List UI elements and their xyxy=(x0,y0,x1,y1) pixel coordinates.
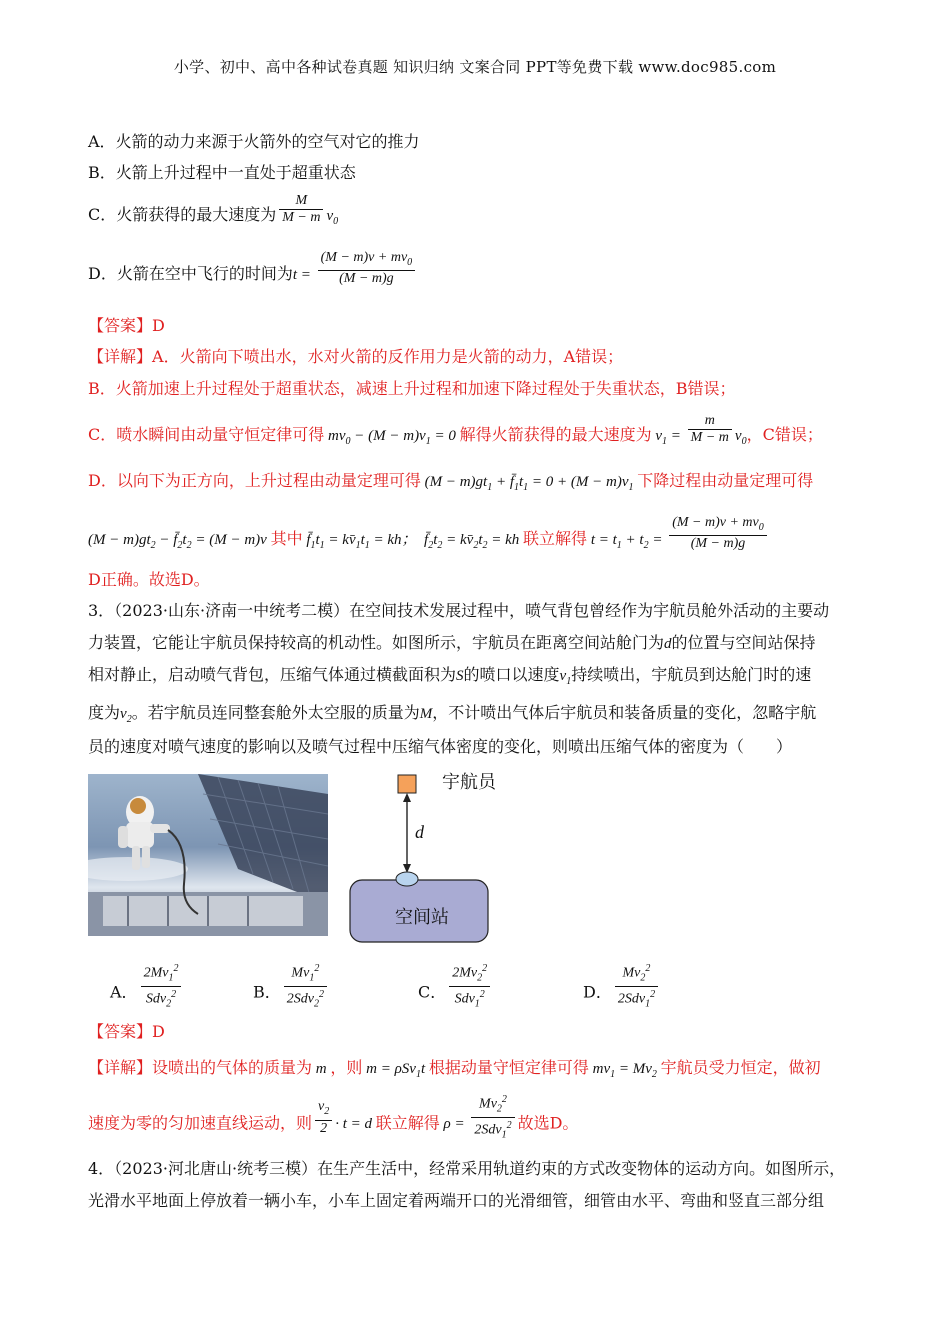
q2-detail-c3: ，C错误； xyxy=(746,425,823,444)
astronaut-box xyxy=(398,775,416,793)
q2-option-c-formula: $\frac{M}{M - m}$ $v_0$ xyxy=(276,208,338,224)
page-header: 小学、初中、高中各种试卷真题 知识归纳 文案合同 PPT等免费下载 www.doc985.com xyxy=(173,58,777,76)
q2-option-d xyxy=(88,249,880,287)
q4-stem-2: 光滑水平地面上停放着一辆小车，小车上固定着两端开口的光滑细管，细管由水平、弯曲和竖直三部分组 xyxy=(88,1191,825,1210)
q3-stem-3c: 持续喷出，宇航员到达舱门时的速 xyxy=(571,665,812,684)
q3-stem-3b: 的喷口以速度 xyxy=(463,665,560,684)
diagram-station-label: 空间站 xyxy=(395,907,449,928)
q2-detail-c1: C．喷水瞬间由动量守恒定律可得 xyxy=(88,425,325,444)
q2-detail-d-conclusion: D正确。故选D。 xyxy=(88,570,210,589)
q2-detail-a-text: A．火箭向下喷出水，水对火箭的反作用力是火箭的动力，A错误； xyxy=(152,347,624,366)
q3-stem-2 xyxy=(88,632,880,655)
q2-total-time-eq: $t = t_1 + t_2$ = $\frac{(M - m)v + mv_0}{(M - m)g}$ xyxy=(587,532,770,548)
q3-stem-4a: 度为 xyxy=(88,703,121,722)
q3-option-a-label: A． xyxy=(110,982,138,1002)
q2-detail-b: B．火箭加速上升过程处于超重状态，减速上升过程和加速下降过程处于失重状态，B错误； xyxy=(88,379,736,398)
q3-var-s: S xyxy=(456,668,464,684)
q3-detail-2b: 联立解得 xyxy=(375,1113,440,1133)
q2-detail-d-line2 xyxy=(88,514,880,557)
q2-option-d-text: D．火箭在空中飞行的时间为 xyxy=(88,264,293,283)
q3-detail-1c: 根据动量守恒定律可得 xyxy=(428,1058,589,1077)
q2-option-a: A．火箭的动力来源于火箭外的空气对它的推力 xyxy=(88,132,420,151)
astronaut-photo xyxy=(88,774,328,936)
q2-detail-d4: 联立解得 xyxy=(523,529,588,548)
q3-option-c-label: C． xyxy=(418,982,447,1002)
q3-stem-3 xyxy=(88,664,880,693)
q2-detail-d3: 其中 xyxy=(270,529,303,548)
q2-option-b: B．火箭上升过程中一直处于超重状态 xyxy=(88,163,356,182)
q2-descent-eq: $(M - m)gt_2$ − $f̄_2t_2 = (M - m)v$ xyxy=(88,532,271,551)
diagram-astronaut-label: 宇航员 xyxy=(442,772,496,793)
q2-max-velocity: $v_1$ = $\frac{m}{M - m}$ $v_0$ xyxy=(651,413,747,447)
q3-stem-3a: 相对静止，启动喷气背包，压缩气体通过横截面积为 xyxy=(88,665,457,684)
q3-var-v1: $v_1$ xyxy=(559,668,572,687)
q3-option-d: D． $\frac{Mv_2^2}{2Sdv_1^2}$ xyxy=(583,975,661,1013)
q4-stem-1: 4．（2023·河北唐山·统考三模）在生产生活中，经常采用轨道约束的方式改变物体的运动方向。如图所示， xyxy=(88,1159,846,1178)
q3-detail-1: 【详解】设喷出的气体的质量为 m ，则 m = ρSv$_1$t 根据动量守恒定律可得 $mv_1 = Mv_2$ 宇航员受力恒定，做初 xyxy=(88,1058,821,1080)
q3-detail-2a: 速度为零的匀加速直线运动，则 xyxy=(88,1113,313,1133)
q3-option-b: B． $\frac{Mv_1^2}{2Sdv_2^2}$ xyxy=(253,975,330,1013)
q3-stem-1: 3．（2023·山东·济南一中统考二模）在空间技术发展过程中，喷气背包曾经作为宇航员舱外活动的主要动 xyxy=(88,601,830,620)
q2-drag-eq: $f̄_1t_1$ = $kv̄_1t_1$ = kh； $f̄_2t_2$ = $kv̄_2t_2$ = kh xyxy=(302,532,524,551)
q2-detail-a xyxy=(88,346,880,368)
q2-momentum-eq: $mv_0 - (M - m)v_1 = 0$ xyxy=(324,428,460,447)
q2-detail-d1: D．以向下为正方向，上升过程由动量定理可得 xyxy=(88,471,421,490)
q2-option-c xyxy=(88,193,880,233)
q3-stem-5: 员的速度对喷气速度的影响以及喷气过程中压缩气体密度的变化，则喷出压缩气体的密度为（ ） xyxy=(88,737,793,756)
q3-var-v2: $v_2$ xyxy=(120,706,132,725)
q2-answer: 【答案】D xyxy=(88,316,165,335)
diagram-distance-label: d xyxy=(415,822,424,842)
q2-detail-label: 【详解】 xyxy=(88,347,153,366)
q3-stem-4b: 。若宇航员连同整套舱外太空服的质量为 xyxy=(131,703,420,722)
q3-stem-4 xyxy=(88,702,880,731)
q2-option-c-text: C．火箭获得的最大速度为 xyxy=(88,205,277,224)
q3-var-d: d xyxy=(664,636,672,652)
q3-detail-2c: 故选D。 xyxy=(517,1113,579,1133)
q2-detail-c2: 解得火箭获得的最大速度为 xyxy=(459,425,652,444)
q3-option-d-label: D． xyxy=(583,982,612,1002)
q3-stem-4c: ，不计喷出气体后宇航员和装备质量的变化，忽略宇航 xyxy=(432,703,817,722)
q3-stem-2b: 的位置与空间站保持 xyxy=(671,633,816,652)
q3-detail-1d: 宇航员受力恒定，做初 xyxy=(660,1058,821,1077)
astronaut-photo-art xyxy=(88,774,328,936)
q3-option-c: C． $\frac{2Mv_2^2}{Sdv_1^2}$ xyxy=(418,975,493,1013)
hatch xyxy=(396,872,418,886)
q3-var-m: M xyxy=(419,706,433,722)
q3-answer: 【答案】D xyxy=(88,1022,165,1041)
q2-ascent-eq: $(M - m)gt_1$ + $f̄_1t_1 = 0 + (M - m)v_1$ xyxy=(420,474,634,493)
arrow-head-up xyxy=(403,793,411,802)
q2-detail-d xyxy=(88,470,880,499)
q3-stem-2a: 力装置，它能让宇航员保持较高的机动性。如图所示，宇航员在距离空间站舱门为 xyxy=(88,633,665,652)
q2-detail-c xyxy=(88,413,880,453)
q3-option-a: A． $\frac{2Mv_1^2}{Sdv_2^2}$ xyxy=(110,975,184,1013)
q2-option-d-formula: t = $\frac{(M - m)v + mv_0}{(M - m)g}$ xyxy=(293,267,418,283)
q3-option-b-label: B． xyxy=(253,982,281,1002)
q2-detail-d2: 下降过程由动量定理可得 xyxy=(637,471,814,490)
q3-detail-1a: 【详解】设喷出的气体的质量为 xyxy=(88,1058,313,1077)
q3-detail-1b: ，则 xyxy=(330,1058,363,1077)
q3-detail-2: 速度为零的匀加速直线运动，则 $\frac{v_2}{2}$ · t = d 联立解得 ρ = $\frac{Mv_2^2}{2Sdv_1^2}$ 故选D。 xyxy=(88,1106,880,1144)
